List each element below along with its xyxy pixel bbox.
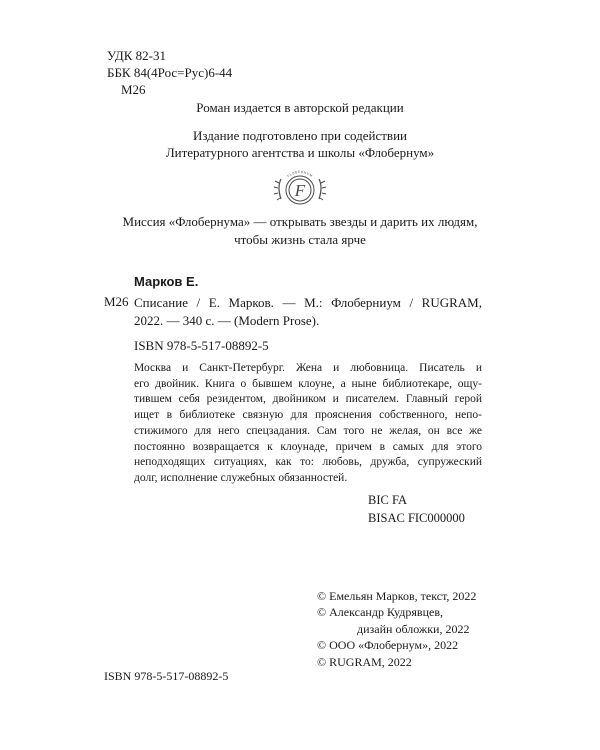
annotation-line: тившем себя резидентом, двойником и писателем. Главный герой — [134, 393, 482, 406]
copyright-block — [317, 588, 476, 670]
flobernum-logo-icon — [268, 165, 332, 213]
catalog-code: М26 — [104, 294, 129, 309]
annotation-line: стижимого для него спецзадания. Сам того не желая, он все же — [134, 424, 482, 437]
mission-line-2: чтобы жизнь стала ярче — [234, 232, 366, 247]
annotation — [134, 361, 482, 487]
annotation-line: ищет в библиотеке связную для прояснения собственного, непо- — [134, 409, 482, 422]
subject-codes — [368, 491, 465, 527]
description-line-1: Списание / Е. Марков. — М.: Флоберниум / RUGRAM, — [134, 295, 482, 310]
annotation-line: постоянно возвращается к клоунаде, причем в самых для этого — [134, 440, 482, 453]
logo-arc-text: FLOBERNUM — [286, 169, 314, 179]
mission-line-1: Миссия «Флобернума» — открывать звезды и дарить их людям, — [122, 214, 478, 229]
catalog-description — [134, 294, 482, 330]
copyright-line: © Емельян Марков, текст, 2022 — [317, 589, 477, 603]
assistance-line-1: Издание подготовлено при содействии — [193, 128, 407, 143]
catalog-isbn: ISBN 978-5-517-08892-5 — [134, 338, 269, 353]
copyright-line: © Александр Кудрявцев, — [317, 605, 444, 620]
edition-notice: Роман издается в авторской редакции — [196, 100, 404, 115]
catalog-author: Марков Е. — [134, 274, 199, 289]
annotation-line: его двойник. Книга о бывшем клоуне, а ныне библиотекаре, ощу- — [134, 377, 482, 390]
bisac-code: BISAC FIC000000 — [368, 511, 465, 525]
logo-letter: F — [294, 181, 306, 200]
annotation-line: неподходящих ситуациях, как то: любовь, дружба, супружеский — [134, 456, 482, 469]
isbn-bottom: ISBN 978-5-517-08892-5 — [104, 669, 229, 683]
copyright-line: © ООО «Флобернум», 2022 — [317, 638, 459, 653]
copyright-line: дизайн обложки, 2022 — [357, 621, 470, 636]
description-line-2: 2022. — 340 с. — (Modern Prose). — [134, 313, 320, 328]
bbk-code: ББК 84(4Рос=Рус)6-44 — [107, 65, 233, 80]
annotation-line: долг, исполнение служебных обязанностей. — [134, 471, 348, 484]
udk-code: УДК 82-31 — [107, 48, 167, 63]
assistance-note — [0, 127, 600, 161]
svg-text:FLOBERNUM — [286, 170, 313, 178]
annotation-line: Москва и Санкт-Петербург. Жена и любовница. Писатель и — [134, 362, 482, 374]
mission-statement — [0, 213, 600, 249]
assistance-line-2: Литературного агентства и школы «Флобернум» — [165, 145, 435, 160]
bic-code: BIC FA — [368, 493, 408, 507]
author-mark: М26 — [121, 82, 146, 97]
copyright-line: © RUGRAM, 2022 — [317, 654, 412, 669]
classification-block — [107, 48, 232, 99]
